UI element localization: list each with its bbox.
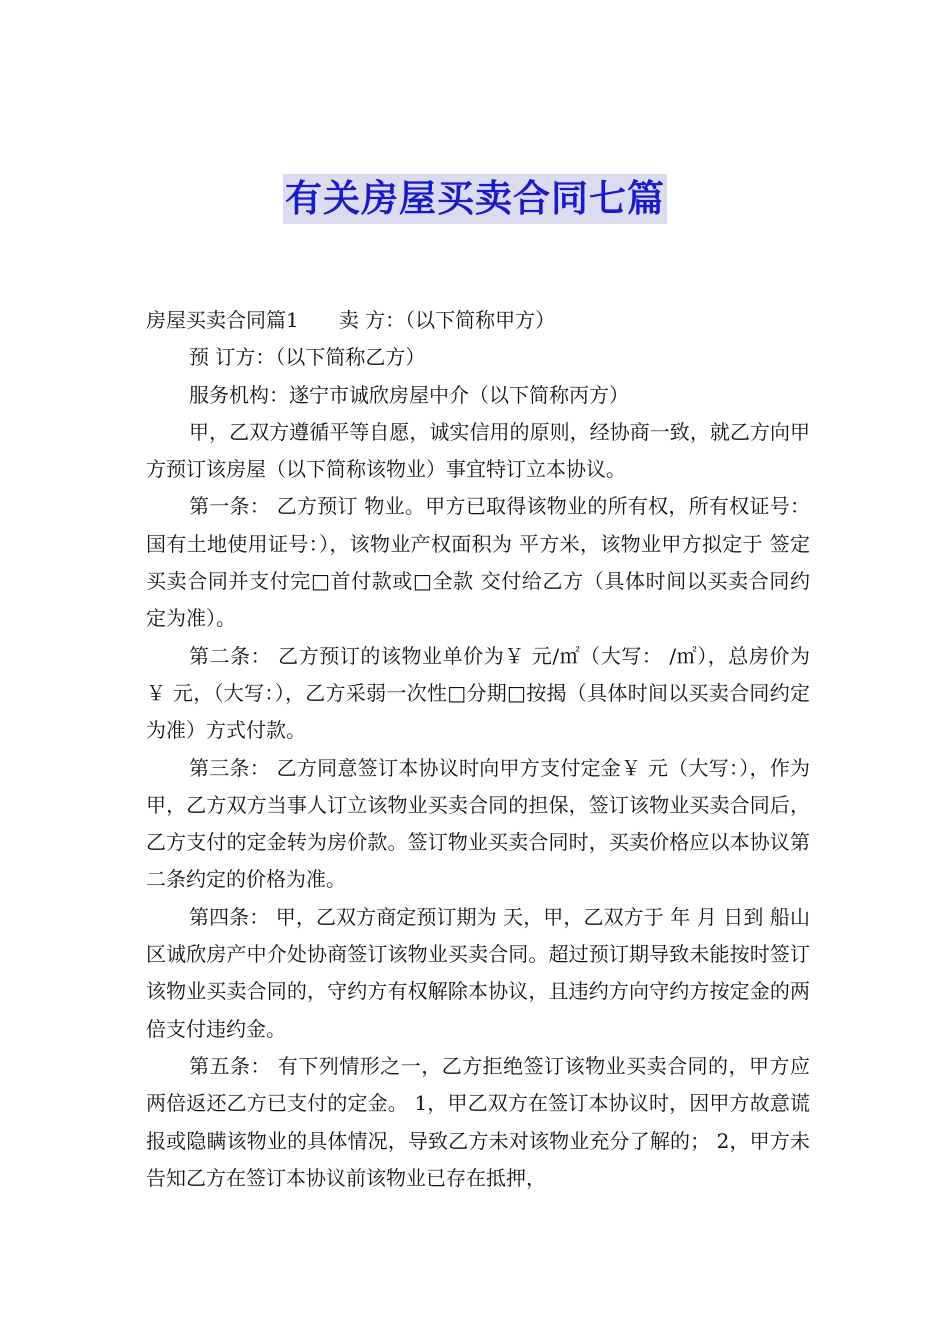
preamble-paragraph: 甲，乙双方遵循平等自愿，诚实信用的原则，经协商一致，就乙方向甲方预订该房屋（以下简称该物业）事宜特订立本协议。 — [146, 419, 810, 482]
title-container — [0, 174, 950, 224]
contract-number: 房屋买卖合同篇1 — [146, 308, 299, 332]
contract-heading-line — [146, 302, 810, 339]
article-2: 第二条： 乙方预订的该物业单价为￥ 元/㎡（大写： /㎡），总房价为￥ 元，（大写：），乙方采弱一次性□分期□按揭（具体时间以买卖合同约定为准）方式付款。 — [146, 643, 810, 743]
article-1: 第一条： 乙方预订 物业。甲方已取得该物业的所有权，所有权证号： 国有土地使用证号：），该物业产权面积为 平方米，该物业甲方拟定于 签定买卖合同并支付完□首付款或□全款 交付给乙方（具体时间以买卖合同约定为准）。 — [146, 494, 810, 631]
article-5: 第五条： 有下列情形之一，乙方拒绝签订该物业买卖合同的，甲方应两倍返还乙方已支付的定金。 1，甲乙双方在签订本协议时，因甲方故意谎报或隐瞒该物业的具体情况，导致乙方未对该物业充分了解的； 2，甲方未告知乙方在签订本协议前该物业已存在抵押， — [146, 1053, 810, 1190]
article-3: 第三条： 乙方同意签订本协议时向甲方支付定金￥ 元（大写：），作为甲，乙方双方当事人订立该物业买卖合同的担保，签订该物业买卖合同后，乙方支付的定金转为房价款。签订物业买卖合同时，买卖价格应以本协议第二条约定的价格为准。 — [146, 755, 810, 892]
document-body — [146, 302, 810, 1197]
document-title: 有关房屋买卖合同七篇 — [283, 174, 667, 224]
seller-line: 卖 方：（以下简称甲方） — [338, 308, 556, 332]
agency-line: 服务机构：遂宁市诚欣房屋中介（以下简称丙方） — [189, 382, 629, 407]
article-4: 第四条： 甲，乙双方商定预订期为 天，甲，乙双方于 年 月 日到 船山区诚欣房产中介处协商签订该物业买卖合同。超过预订期导致未能按时签订该物业买卖合同的，守约方有权解除本协议，且违约方向守约方按定金的两倍支付违约金。 — [146, 904, 810, 1041]
buyer-line: 预 订方：（以下简称乙方） — [189, 345, 426, 370]
